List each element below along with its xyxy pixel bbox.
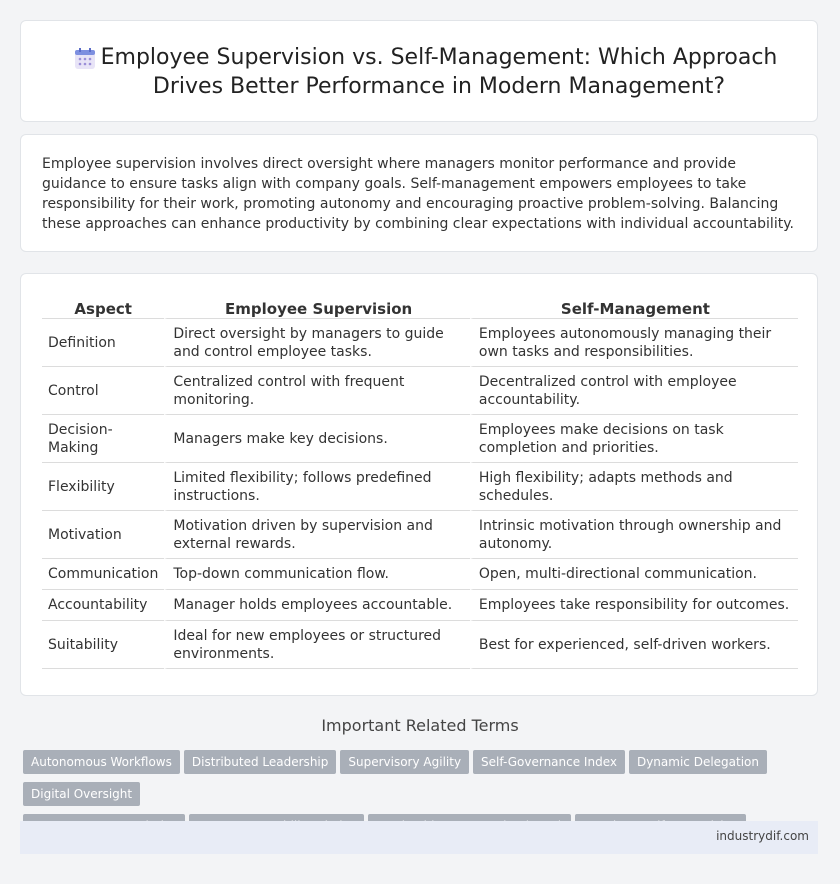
footer-site-name[interactable]: industrydif.com (716, 829, 809, 843)
table-cell-aspect: Motivation (42, 511, 164, 559)
table-row (42, 590, 798, 621)
comparison-table-card (20, 273, 818, 696)
table-cell-supervision: Direct oversight by managers to guide and control employee tasks. (164, 319, 470, 367)
related-term-tag[interactable]: Autonomous Workflows (23, 750, 180, 774)
table-cell-supervision: Ideal for new employees or structured environments. (164, 621, 470, 669)
title-card (20, 20, 818, 122)
table-cell-self-management: Open, multi-directional communication. (470, 559, 798, 590)
table-cell-supervision: Top-down communication flow. (164, 559, 470, 590)
intro-card (20, 134, 818, 252)
related-term-tag[interactable]: Distributed Leadership (184, 750, 337, 774)
table-cell-aspect: Flexibility (42, 463, 164, 511)
table-cell-aspect: Decision-Making (42, 415, 164, 463)
table-cell-self-management: Employees take responsibility for outcomes. (470, 590, 798, 621)
table-cell-supervision: Manager holds employees accountable. (164, 590, 470, 621)
intro-paragraph: Employee supervision involves direct oversight where managers monitor performance and provide guidance to ensure tasks align with company goals. Self-management empowers employees to take responsibility for their work, promoting autonomy and encouraging proactive problem-solving. Balancing these approaches can enhance productivity by combining clear expectations with individual accountability. (42, 156, 794, 232)
table-row (42, 319, 798, 367)
table-cell-aspect: Accountability (42, 590, 164, 621)
table-row (42, 511, 798, 559)
page-title: Employee Supervision vs. Self-Management: Which Approach Drives Better Performance in Modern Management? (100, 45, 778, 99)
table-cell-self-management: Employees autonomously managing their own tasks and responsibilities. (470, 319, 798, 367)
footer (20, 821, 818, 854)
table-cell-supervision: Motivation driven by supervision and external rewards. (164, 511, 470, 559)
table-row (42, 559, 798, 590)
related-term-tag[interactable]: Digital Oversight (23, 782, 140, 806)
table-cell-aspect: Control (42, 367, 164, 415)
comparison-table (42, 296, 798, 669)
table-cell-aspect: Suitability (42, 621, 164, 669)
table-cell-aspect: Definition (42, 319, 164, 367)
related-term-tag[interactable]: Self-Governance Index (473, 750, 625, 774)
table-row (42, 463, 798, 511)
column-header-aspect: Aspect (42, 296, 164, 319)
table-cell-self-management: High flexibility; adapts methods and schedules. (470, 463, 798, 511)
column-header-supervision: Employee Supervision (164, 296, 470, 319)
table-cell-self-management: Best for experienced, self-driven workers. (470, 621, 798, 669)
table-cell-supervision: Centralized control with frequent monitoring. (164, 367, 470, 415)
table-cell-aspect: Communication (42, 559, 164, 590)
related-terms-heading: Important Related Terms (321, 716, 519, 735)
related-term-tag[interactable]: Dynamic Delegation (629, 750, 767, 774)
related-term-tag[interactable]: Supervisory Agility (340, 750, 469, 774)
table-cell-self-management: Employees make decisions on task completion and priorities. (470, 415, 798, 463)
table-cell-self-management: Decentralized control with employee accountability. (470, 367, 798, 415)
table-row (42, 367, 798, 415)
table-row (42, 415, 798, 463)
table-cell-supervision: Limited flexibility; follows predefined instructions. (164, 463, 470, 511)
table-row (42, 621, 798, 669)
column-header-self-management: Self-Management (470, 296, 798, 319)
table-cell-self-management: Intrinsic motivation through ownership and autonomy. (470, 511, 798, 559)
table-cell-supervision: Managers make key decisions. (164, 415, 470, 463)
